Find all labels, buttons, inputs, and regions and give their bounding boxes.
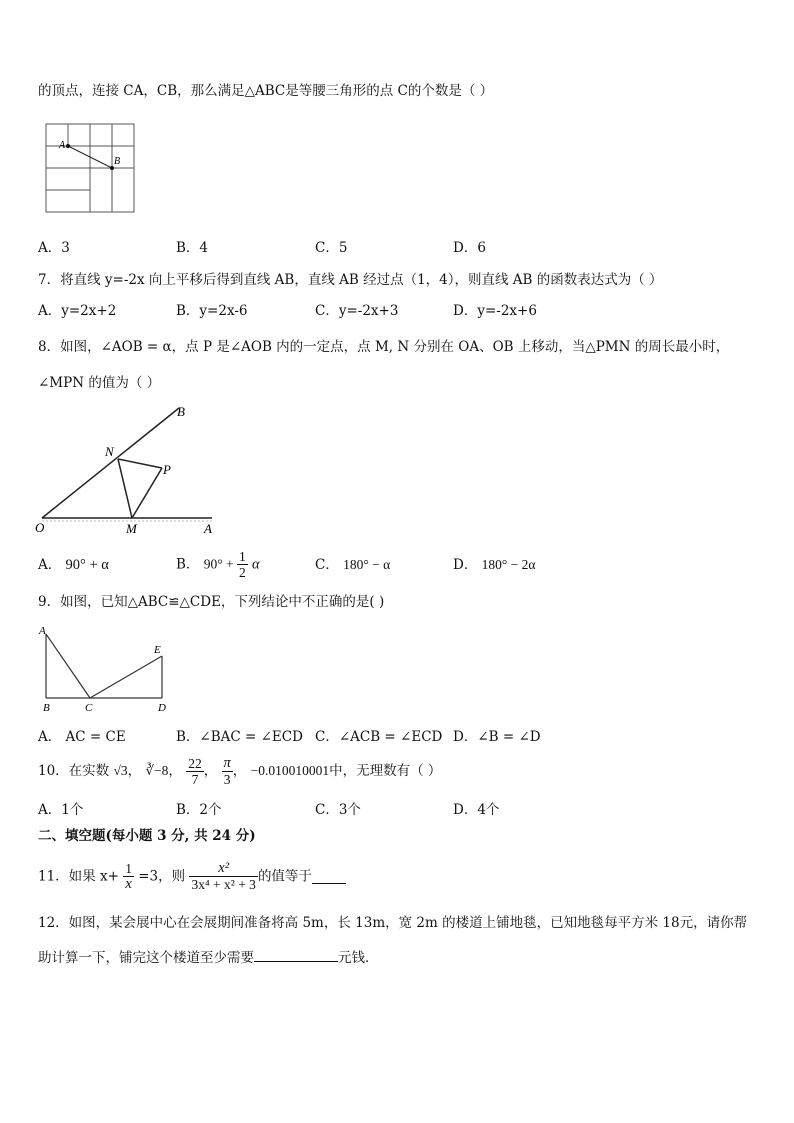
q8-option-b-prefix: B． bbox=[176, 556, 200, 573]
q9-triangles-figure bbox=[36, 622, 172, 716]
q9-label-e: E bbox=[154, 644, 161, 656]
q11-fraction-expression bbox=[189, 861, 257, 892]
q8-option-b-denominator: 2 bbox=[238, 565, 246, 580]
q7-option-a: A．y=2x+2 bbox=[38, 303, 117, 319]
q6-option-b: B．4 bbox=[176, 240, 209, 256]
q8-option-a bbox=[38, 556, 109, 574]
q8-option-a-text: 90° + α bbox=[65, 557, 109, 573]
q9-label-c: C bbox=[85, 702, 93, 714]
q6-stem: 的顶点，连接 CA，CB，那么满足△ABC是等腰三角形的点 C的个数是（ ） bbox=[38, 83, 494, 99]
q8-option-b-alpha: α bbox=[252, 556, 260, 573]
q11-prefix: 11．如果 x+ bbox=[38, 868, 119, 885]
q8-label-a: A bbox=[204, 521, 212, 536]
q9-option-a: A． AC = CE bbox=[38, 729, 126, 745]
q11-frac1-den: x bbox=[125, 876, 132, 892]
q8-option-c-text: 180° − α bbox=[343, 557, 391, 572]
q6-option-a: A．3 bbox=[38, 240, 70, 256]
q7-option-d: D．y=-2x+6 bbox=[453, 303, 537, 319]
q8-option-d bbox=[453, 556, 535, 574]
q8-stem-line1: 8．如图，∠AOB = α，点 P 是∠AOB 内的一定点，点 M, N 分别在 OA、OB 上移动，当△PMN 的周长最小时， bbox=[38, 339, 730, 355]
q11-suffix: 的值等于 bbox=[257, 868, 312, 885]
q11-fraction-1-over-x bbox=[123, 861, 134, 892]
q9-option-d: D．∠B = ∠D bbox=[453, 729, 541, 745]
q8-option-b-fraction bbox=[237, 549, 248, 580]
q8-option-b-whole: 90° + bbox=[203, 556, 237, 572]
q10-suffix: 中，无理数有（ ） bbox=[329, 763, 442, 779]
q11-mid: =3，则 bbox=[138, 868, 186, 885]
q11-frac1-num: 1 bbox=[125, 861, 132, 876]
q8-option-d-text: 180° − 2α bbox=[481, 557, 536, 572]
q11-answer-blank[interactable] bbox=[312, 869, 346, 884]
q8-label-p: P bbox=[163, 462, 171, 477]
q12-line2-suffix: 元钱． bbox=[338, 950, 379, 966]
q10-pi-den: 3 bbox=[223, 772, 231, 787]
section-2-heading: 二、填空题(每小题 3 分, 共 24 分) bbox=[38, 828, 256, 844]
q8-option-b-numerator: 1 bbox=[238, 549, 246, 564]
q12-line1: 12．如图，某会展中心在会展期间准备将高 5m，长 13m，宽 2m 的楼道上铺地毯，已知地毯每平方米 18元，请你帮 bbox=[38, 915, 748, 931]
q8-option-d-prefix: D． bbox=[453, 557, 478, 573]
q10-option-d: D．4个 bbox=[453, 802, 500, 818]
q7-stem: 7．将直线 y=-2x 向上平移后得到直线 AB，直线 AB 经过点（1，4），则直线 AB 的函数表达式为（ ） bbox=[38, 272, 663, 288]
q8-label-m: M bbox=[126, 521, 137, 536]
q9-stem: 9．如图，已知△ABC≌△CDE，下列结论中不正确的是( ) bbox=[38, 594, 385, 610]
q10-pi-num: π bbox=[223, 755, 231, 771]
q6-label-a: A bbox=[59, 140, 66, 151]
q8-option-a-prefix: A． bbox=[38, 557, 62, 573]
q12-line2-text: 助计算一下，铺完这个楼道至少需要 bbox=[38, 950, 254, 966]
q10-item-fraction-22-7 bbox=[186, 756, 204, 787]
q10-option-a: A．1个 bbox=[38, 802, 84, 818]
q11-frac2-num: x² bbox=[189, 861, 257, 877]
q6-option-d: D．6 bbox=[453, 240, 486, 256]
q8-option-c-prefix: C． bbox=[315, 557, 339, 573]
q10-item-fraction-pi-3 bbox=[222, 756, 233, 787]
q9-label-b: B bbox=[43, 702, 50, 714]
q9-label-d: D bbox=[158, 702, 166, 714]
q8-stem-line2: ∠MPN 的值为（ ） bbox=[38, 375, 161, 391]
q8-angle-figure bbox=[34, 402, 224, 538]
q9-option-c: C．∠ACB = ∠ECD bbox=[315, 729, 443, 745]
q10-item-decimal: −0.010010001 bbox=[250, 763, 330, 778]
q8-label-n: N bbox=[105, 444, 114, 459]
q10-prefix: 10．在实数 bbox=[38, 763, 110, 779]
q10-item-sqrt3: √3 bbox=[113, 763, 128, 778]
q7-option-c: C．y=-2x+3 bbox=[315, 303, 399, 319]
q12-line2 bbox=[38, 947, 379, 967]
q11-frac2-den: 3x⁴ + x² + 3 bbox=[191, 877, 256, 892]
q9-option-b: B．∠BAC = ∠ECD bbox=[176, 729, 303, 745]
q9-label-a: A bbox=[39, 625, 46, 637]
q8-option-b bbox=[176, 549, 260, 580]
q10-option-b: B．2个 bbox=[176, 802, 222, 818]
q10-fraction-num: 22 bbox=[188, 756, 202, 771]
q10-fraction-den: 7 bbox=[191, 772, 199, 787]
q10-item-cbrt-neg8: ∛−8 bbox=[145, 763, 169, 778]
q12-answer-blank[interactable] bbox=[254, 947, 338, 962]
q6-option-c: C．5 bbox=[315, 240, 348, 256]
q8-label-b: B bbox=[177, 404, 185, 419]
q6-label-b: B bbox=[114, 156, 121, 167]
q6-grid-figure bbox=[44, 122, 138, 216]
q8-option-c bbox=[315, 556, 390, 574]
q8-label-o: O bbox=[35, 520, 45, 535]
q10-stem: 10．在实数 √3， ∛−8， $\frac{22}{7}$ ， $\frac{\pi}{3}$ ， −0.010010001中，无理数有（ ） bbox=[38, 755, 442, 787]
q10-option-c: C．3个 bbox=[315, 802, 361, 818]
q11-stem bbox=[38, 856, 346, 897]
q7-option-b: B．y=2x-6 bbox=[176, 303, 248, 319]
